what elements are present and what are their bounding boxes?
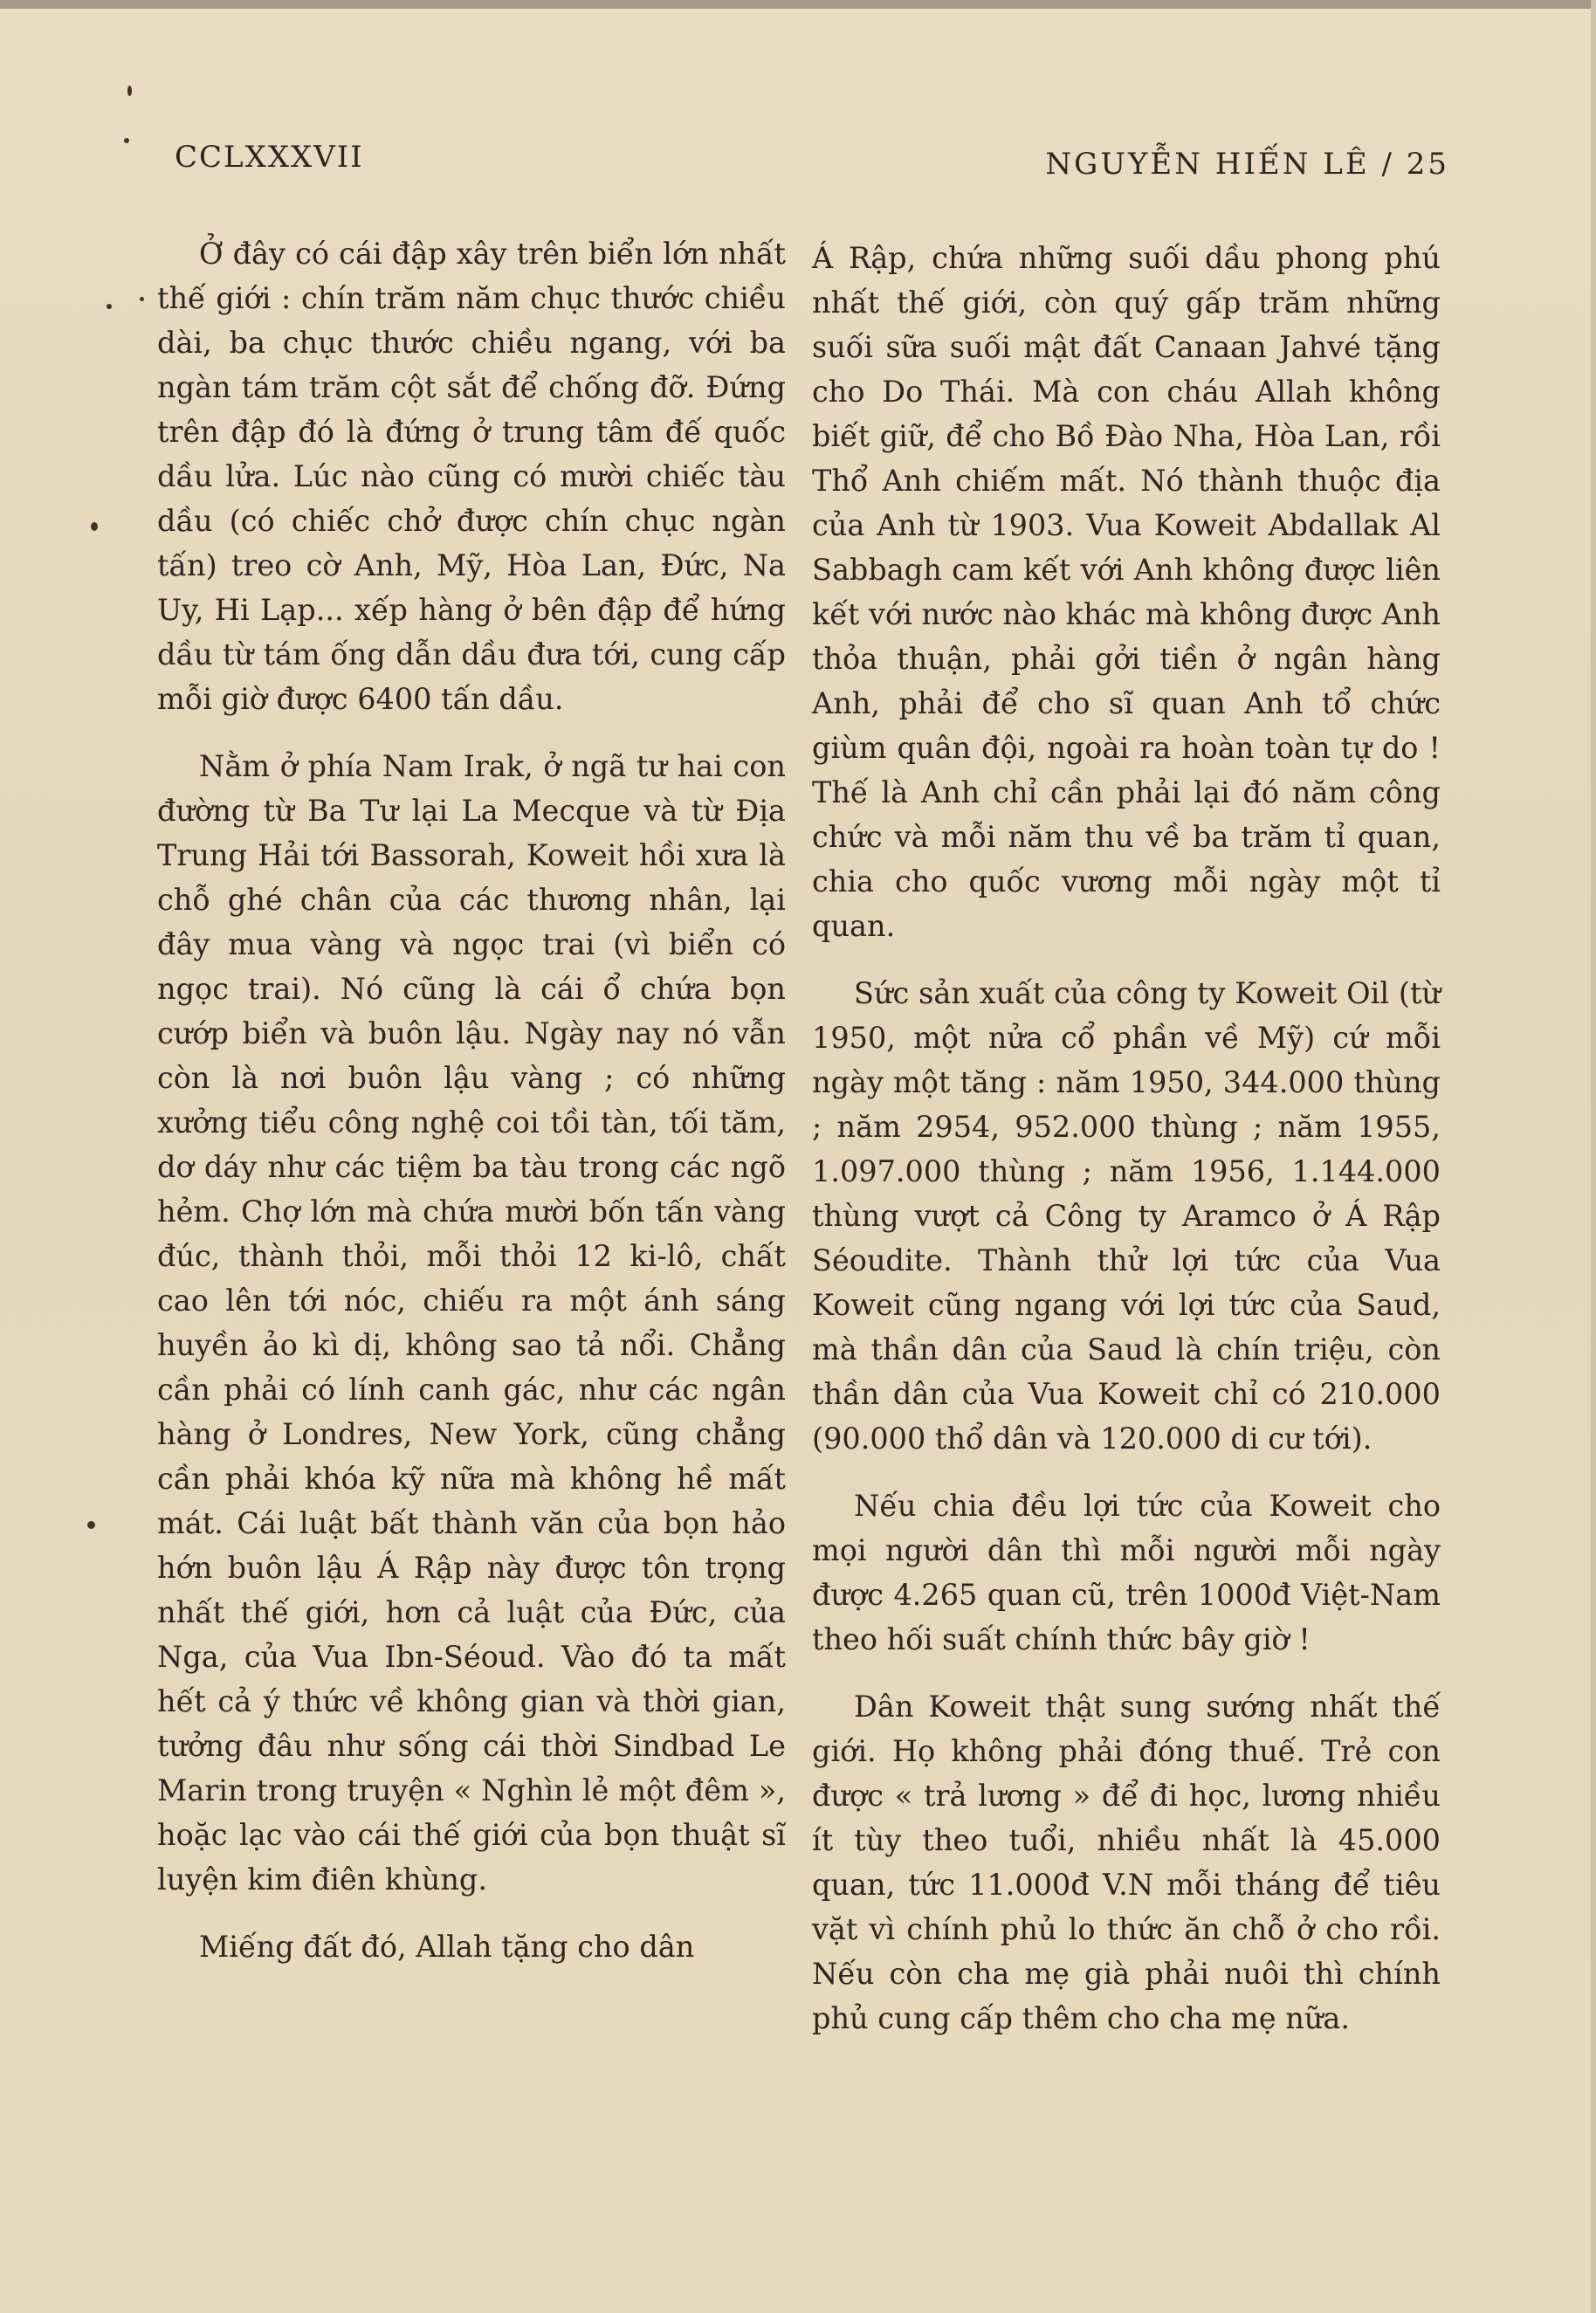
- print-speck: [127, 86, 132, 96]
- paragraph: Á Rập, chứa những suối dầu phong phú nhất thế giới, còn quý gấp trăm những suối sữa suối mật đất Canaan Jahvé tặng cho Do Thái. Mà con cháu Allah không biết giữ, để cho Bồ Đào Nha, Hòa Lan, rồi Thổ Anh chiếm mất. Nó thành thuộc địa của Anh từ 1903. Vua Koweit Abdallak Al Sabbagh cam kết với Anh không được liên kết với nước nào khác mà không được Anh thỏa thuận, phải gởi tiền ở ngân hàng Anh, phải để cho sĩ quan Anh tổ chức giùm quân đội, ngoài ra hoàn toàn tự do ! Thế là Anh chỉ cần phải lại đó năm công chức và mỗi năm thu về ba trăm tỉ quan, chia cho quốc vương mỗi ngày một tỉ quan.: [812, 241, 1441, 943]
- left-text-column: [157, 231, 786, 1992]
- print-speck: [107, 304, 112, 309]
- print-speck: [91, 522, 98, 531]
- print-speck: [87, 1521, 95, 1529]
- right-text-column: [812, 236, 1441, 2063]
- paragraph: Miếng đất đó, Allah tặng cho dân: [199, 1930, 695, 1964]
- paragraph: Sức sản xuất của công ty Koweit Oil (từ 1950, một nửa cổ phần về Mỹ) cứ mỗi ngày một tăng : năm 1950, 344.000 thùng ; năm 2954, 952.000 thùng ; năm 1955, 1.097.000 thùng ; năm 1956, 1.144.000 thùng vượt cả Công ty Aramco ở Á Rập Séoudite. Thành thử lợi tức của Vua Koweit cũng ngang với lợi tức của Saud, mà thần dân của Saud là chín triệu, còn thần dân của Vua Koweit chỉ có 210.000 (90.000 thổ dân và 120.000 di cư tới).: [812, 976, 1441, 1456]
- print-speck: [140, 297, 144, 301]
- page-top-edge: [0, 0, 1596, 9]
- print-speck: [124, 138, 129, 143]
- author-and-page-number: NGUYỄN HIẾN LÊ / 25: [1045, 147, 1449, 182]
- paragraph: Ở đây có cái đập xây trên biển lớn nhất thế giới : chín trăm năm chục thước chiều dài, ba chục thước chiều ngang, với ba ngàn tám trăm cột sắt để chống đỡ. Đứng trên đập đó là đứng ở trung tâm đế quốc dầu lửa. Lúc nào cũng có mười chiếc tàu dầu (có chiếc chở được chín chục ngàn tấn) treo cờ Anh, Mỹ, Hòa Lan, Đức, Na Uy, Hi Lạp... xếp hàng ở bên đập để hứng dầu từ tám ống dẫn dầu đưa tới, cung cấp mỗi giờ được 6400 tấn dầu.: [157, 237, 786, 716]
- paragraph: Nằm ở phía Nam Irak, ở ngã tư hai con đường từ Ba Tư lại La Mecque và từ Địa Trung Hải tới Bassorah, Koweit hồi xưa là chỗ ghé chân của các thương nhân, lại đây mua vàng và ngọc trai (vì biển có ngọc trai). Nó cũng là cái ổ chứa bọn cướp biển và buôn lậu. Ngày nay nó vẫn còn là nơi buôn lậu vàng ; có những xưởng tiểu công nghệ coi tồi tàn, tối tăm, dơ dáy như các tiệm ba tàu trong các ngõ hẻm. Chợ lớn mà chứa mười bốn tấn vàng đúc, thành thỏi, mỗi thỏi 12 ki-lô, chất cao lên tới nóc, chiếu ra một ánh sáng huyền ảo kì dị, không sao tả nổi. Chẳng cần phải có lính canh gác, như các ngân hàng ở Londres, New York, cũng chẳng cần phải khóa kỹ nữa mà không hề mất mát. Cái luật bất thành văn của bọn hảo hớn buôn lậu Á Rập này được tôn trọng nhất thế giới, hơn cả luật của Đức, của Nga, của Vua Ibn-Séoud. Vào đó ta mất hết cả ý thức về không gian và thời gian, tưởng đâu như sống cái thời Sindbad Le Marin trong truyện « Nghìn lẻ một đêm », hoặc lạc vào cái thế giới của bọn thuật sĩ luyện kim điên khùng.: [157, 749, 786, 1897]
- running-header: [175, 140, 1449, 192]
- paragraph: Dân Koweit thật sung sướng nhất thế giới. Họ không phải đóng thuế. Trẻ con được « trả lương » để đi học, lương nhiều ít tùy theo tuổi, nhiều nhất là 45.000 quan, tức 11.000đ V.N mỗi tháng để tiêu vặt vì chính phủ lo thức ăn chỗ ở cho rồi. Nếu còn cha mẹ già phải nuôi thì chính phủ cung cấp thêm cho cha mẹ nữa.: [812, 1690, 1441, 2035]
- paragraph: Nếu chia đều lợi tức của Koweit cho mọi người dân thì mỗi người mỗi ngày được 4.265 quan cũ, trên 1000đ Việt-Nam theo hối suất chính thức bây giờ !: [812, 1489, 1441, 1656]
- chapter-number: CCLXXXVII: [175, 140, 364, 175]
- page-right-edge: [1591, 0, 1596, 2313]
